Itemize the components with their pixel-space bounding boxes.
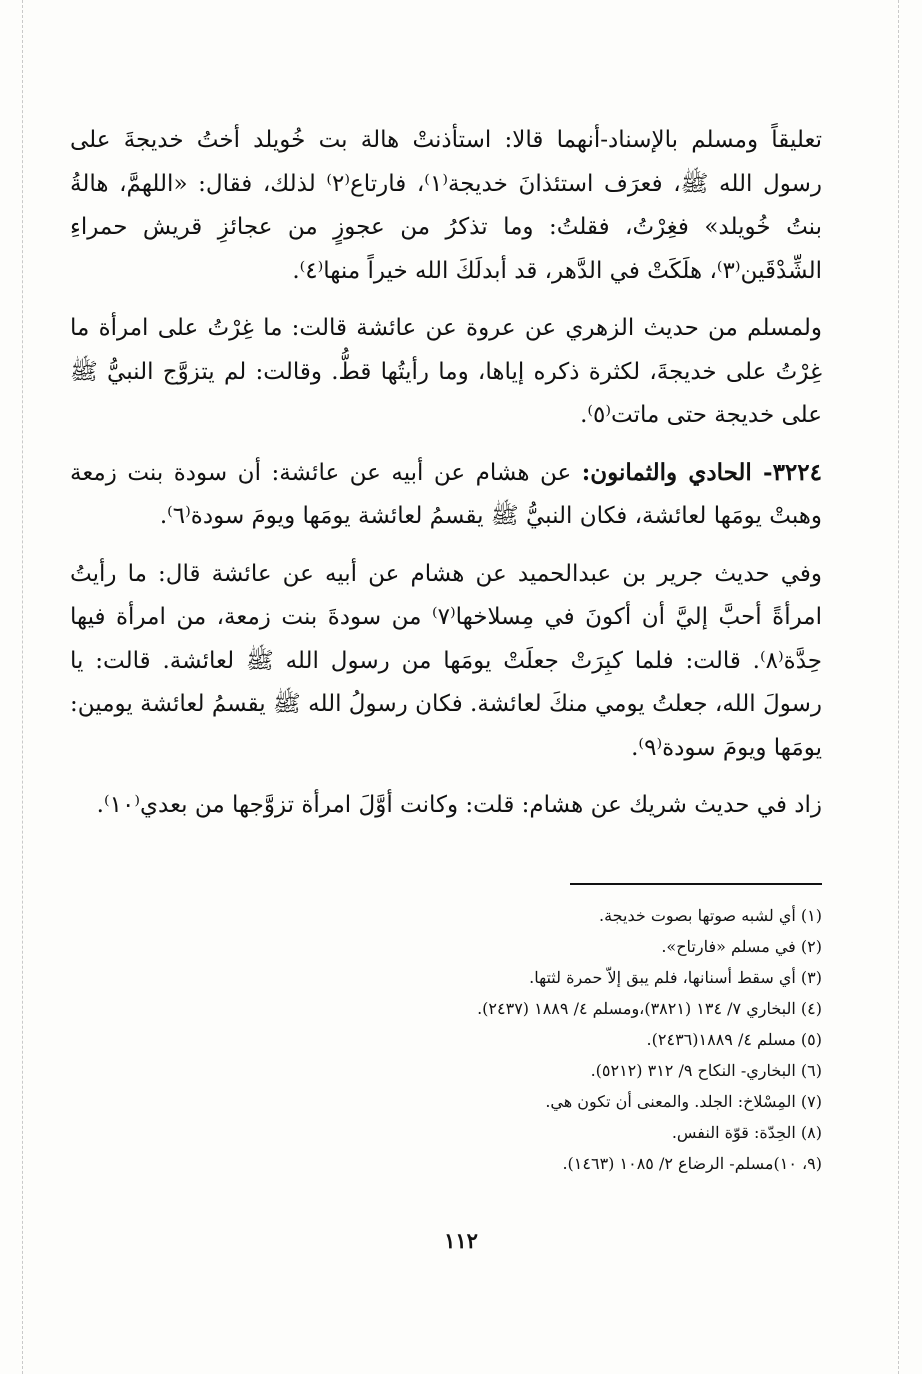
- footnote: (٨) الحِدّة: قوّة النفس.: [671, 1123, 822, 1142]
- footnote: (١) أي لشبه صوتها بصوت خديجة.: [599, 906, 822, 925]
- footnote: (٧) المِسْلاخ: الجلد. والمعنى أن تكون هي.: [545, 1092, 822, 1111]
- page-number: ١١٢: [444, 1228, 478, 1253]
- footnote-divider: [570, 883, 822, 885]
- paragraph: [70, 451, 822, 539]
- footnote: (٤) البخاري ٧/ ١٣٤ (٣٨٢١)،ومسلم ٤/ ١٨٨٩ (٢٤٣٧).: [477, 999, 822, 1018]
- paragraph: [70, 118, 822, 293]
- footnote: (٣) أي سقط أسنانها، فلم يبق إلاّ حمرة لثتها.: [529, 968, 822, 987]
- paragraph: [70, 306, 822, 438]
- footnote: (٥) مسلم ٤/ ١٨٨٩(٢٤٣٦).: [646, 1030, 822, 1049]
- scan-edge-right: [898, 0, 899, 1374]
- paragraph-text: زاد في حديث شريك عن هشام: قلت: وكانت أوَّلَ امرأة تزوَّجها من بعدي⁽١٠⁾.: [96, 792, 822, 818]
- footnote: (٢) في مسلم «فارتاح».: [661, 937, 822, 956]
- paragraph-text: وفي حديث جرير بن عبدالحميد عن هشام عن أبيه عن عائشة قال: ما رأيتُ امرأةً أحبَّ إليَّ أن أكونَ في مِسلاخها⁽٧⁾ من سودةَ بنت زمعة، من امرأة فيها حِدَّة⁽٨⁾. قالت: فلما كبِرَتْ جعلَتْ يومَها من رسول الله ﷺ لعائشة. قالت: يا رسولَ الله، جعلتُ يومي منكَ لعائشة. فكان رسولُ الله ﷺ يقسمُ لعائشة يومين: يومَها ويومَ سودة⁽٩⁾.: [70, 560, 822, 761]
- paragraph-text: ولمسلم من حديث الزهري عن عروة عن عائشة قالت: ما غِرْتُ على امرأة ما غِرْتُ على خديجةَ، لكثرة ذكره إياها، وما رأيتُها قطُّ. وقالت: لم يتزوَّج النبيُّ ﷺ على خديجة حتى ماتت⁽٥⁾.: [70, 315, 822, 428]
- footnote: (٦) البخاري- النكاح ٩/ ٣١٢ (٥٢١٢).: [590, 1061, 822, 1080]
- scan-edge-left: [22, 0, 23, 1374]
- hadith-number: ٣٢٢٤- الحادي والثمانون:: [581, 458, 822, 486]
- paragraph: [70, 552, 822, 771]
- main-text: [70, 118, 822, 841]
- footnotes: [120, 900, 822, 1179]
- paragraph-text: تعليقاً ومسلم بالإسناد-أنهما قالا: استأذنتْ هالة بت خُويلد أختُ خديجةَ على رسول الله ﷺ، فعرَف استئذانَ خديجة⁽١⁾، فارتاع⁽٢⁾ لذلك، فقال: «اللهمَّ، هالةُ بنتُ خُويلد» فغِرْتُ، فقلتُ: وما تذكرُ من عجوزٍ من عجائزِ قريش حمراءِ الشِّدْقَين⁽٣⁾، هلَكَتْ في الدَّهر، قد أبدلَكَ الله خيراً منها⁽٤⁾.: [70, 127, 822, 284]
- paragraph-text: عن هشام عن أبيه عن عائشة: أن سودة بنت زمعة وهبتْ يومَها لعائشة، فكان النبيُّ ﷺ يقسمُ لعائشة يومَها ويومَ سودة⁽٦⁾.: [70, 459, 822, 529]
- footnote: (٩، ١٠)مسلم- الرضاع ٢/ ١٠٨٥ (١٤٦٣).: [562, 1154, 822, 1173]
- paragraph: [70, 783, 822, 828]
